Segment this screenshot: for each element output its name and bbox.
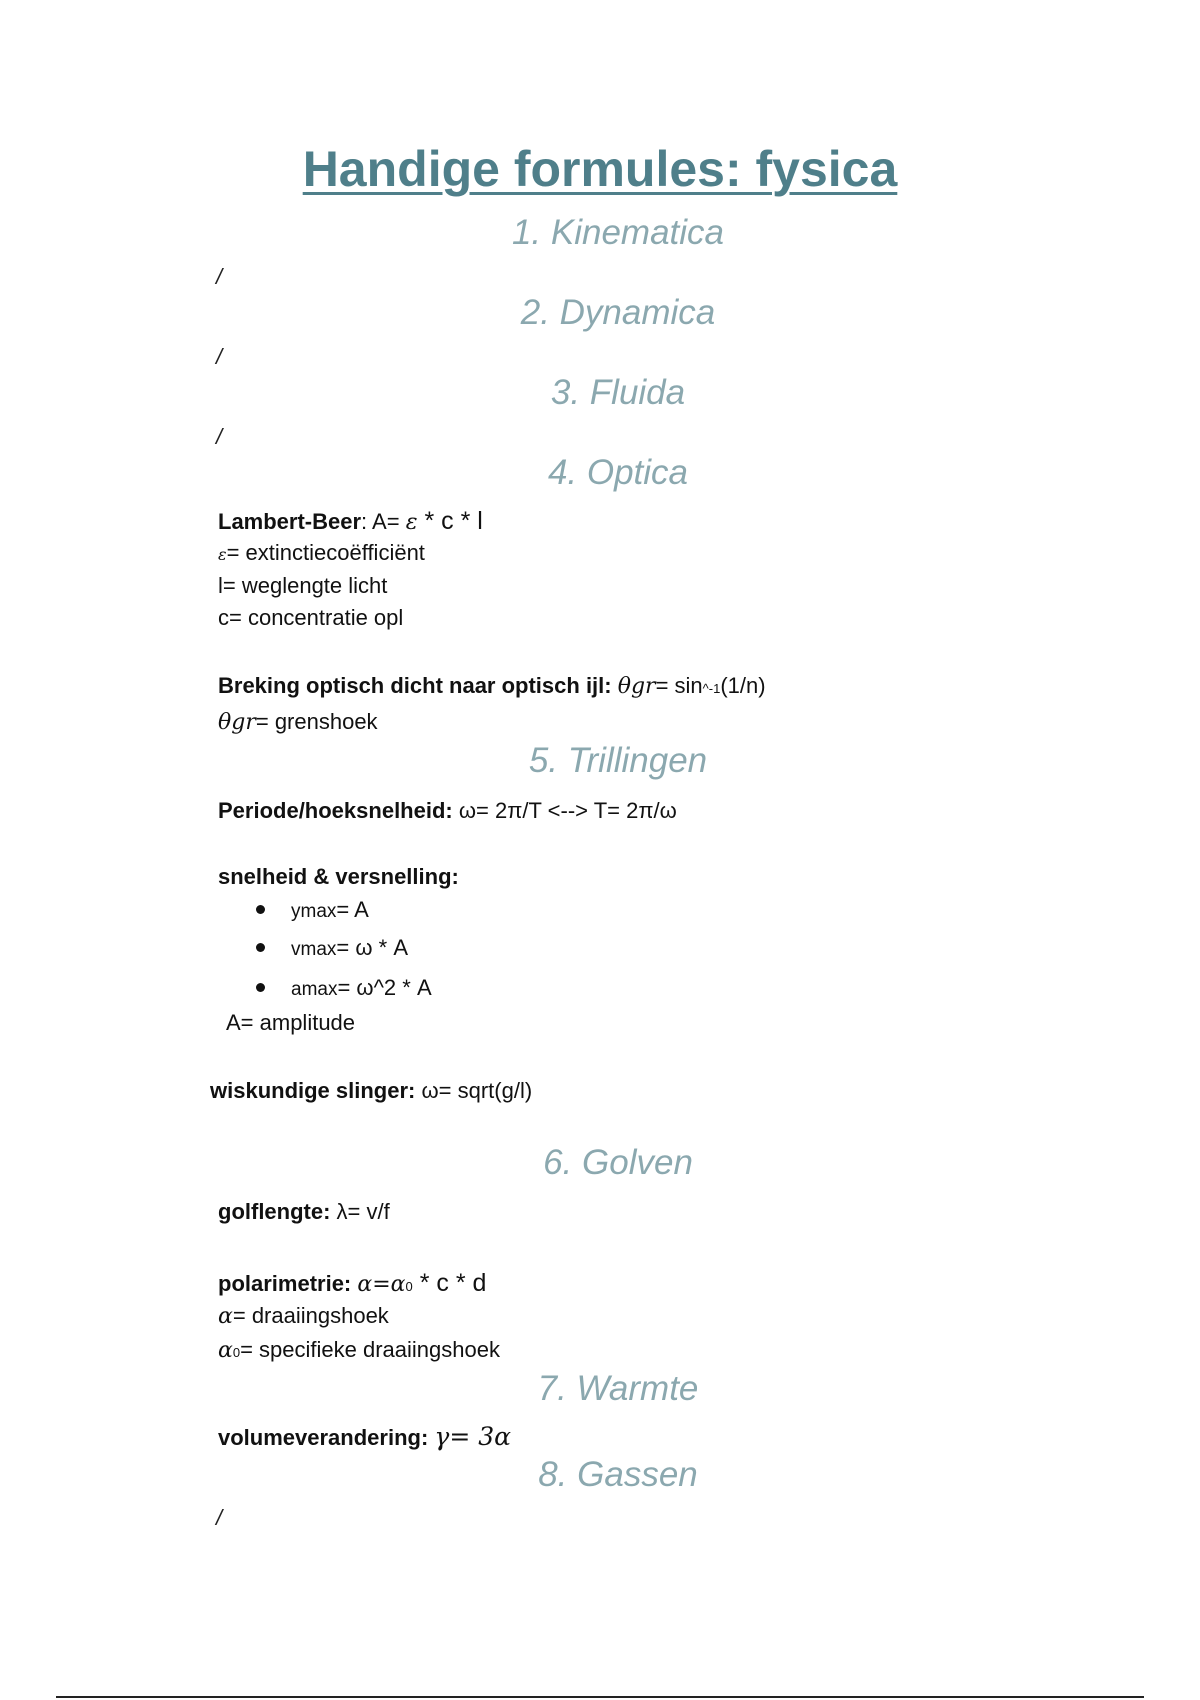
polari-rest: * c * d	[412, 1269, 487, 1297]
volumeverandering-formula	[218, 1422, 511, 1452]
lambert-formula-b: * c * l	[417, 507, 483, 535]
heading-dynamica: 2. Dynamica	[520, 293, 716, 332]
l-definition: l= weglengte licht	[218, 573, 388, 598]
slinger-label: wiskundige slinger:	[210, 1078, 422, 1103]
epsilon-symbol: ε	[218, 545, 227, 564]
lambert-epsilon: ε	[405, 510, 418, 535]
c-definition: c= concentratie opl	[218, 605, 404, 630]
breking-formula	[218, 673, 766, 700]
dynamica-content: /	[216, 344, 223, 369]
alpha0-definition	[218, 1337, 500, 1364]
slinger-formula	[210, 1078, 532, 1104]
epsilon-def-text: = extinctiecoëfficiënt	[226, 540, 425, 565]
volume-label: volumeverandering:	[218, 1425, 435, 1450]
periode-expression: ω= 2π/T <--> T= 2π/ω	[458, 798, 677, 823]
amplitude-definition: A= amplitude	[226, 1010, 356, 1035]
grens-def-text: = grenshoek	[255, 709, 378, 734]
breking-theta: θgr	[617, 674, 656, 699]
golflengte-expression: λ= v/f	[336, 1199, 390, 1224]
alpha0-symbol: α	[218, 1338, 233, 1363]
alpha-symbol: α	[218, 1304, 233, 1329]
amax-rest: = ω^2 * A	[337, 975, 432, 1000]
ymax-rest: = A	[336, 897, 369, 922]
amax-sub: amax	[291, 979, 338, 1000]
ymax-sub: ymax	[291, 901, 337, 922]
periode-label: Periode/hoeksnelheid:	[218, 798, 459, 823]
snelheid-label: snelheid & versnelling:	[218, 864, 459, 889]
alpha-def-text: = draaiingshoek	[232, 1303, 389, 1328]
heading-kinematica: 1. Kinematica	[511, 213, 725, 252]
slinger-expression: ω= sqrt(g/l)	[421, 1078, 533, 1103]
lambert-beer-label: Lambert-Beer	[218, 509, 362, 534]
polari-alpha: α=α	[357, 1272, 406, 1297]
heading-trillingen: 5. Trillingen	[528, 741, 708, 780]
heading-warmte: 7. Warmte	[537, 1369, 699, 1408]
heading-fluida: 3. Fluida	[550, 373, 686, 412]
lambert-beer-formula	[218, 506, 483, 536]
vmax-rest: = ω * A	[336, 935, 409, 960]
alpha0-def-text: = specifieke draaiingshoek	[240, 1337, 500, 1362]
breking-formula-a: = sin	[655, 673, 703, 698]
vmax-sub: vmax	[291, 939, 337, 960]
bullet-vmax	[256, 935, 408, 962]
bullet-dot	[256, 983, 265, 992]
gassen-content: /	[216, 1505, 223, 1530]
bullet-ymax	[256, 897, 369, 924]
volume-expression: γ= 3α	[434, 1422, 512, 1451]
heading-golven: 6. Golven	[543, 1143, 693, 1182]
footer-rule	[56, 1696, 1144, 1698]
periode-formula	[218, 798, 677, 824]
polarimetrie-label: polarimetrie:	[218, 1271, 358, 1296]
alpha-definition	[218, 1303, 389, 1330]
grens-theta: θgr	[218, 710, 256, 735]
lambert-formula-a: : A=	[361, 509, 406, 534]
bullet-dot	[256, 905, 265, 914]
breking-superscript: ^-1	[702, 681, 721, 696]
breking-formula-b: (1/n)	[720, 673, 766, 698]
kinematica-content: /	[216, 264, 223, 289]
heading-optica: 4. Optica	[547, 453, 689, 492]
golflengte-label: golflengte:	[218, 1199, 337, 1224]
bullet-amax	[256, 975, 432, 1002]
bullet-dot	[256, 943, 265, 952]
polarimetrie-formula	[218, 1268, 486, 1298]
heading-gassen: 8. Gassen	[538, 1455, 698, 1494]
breking-label: Breking optisch dicht naar optisch ijl:	[218, 673, 618, 698]
grenshoek-definition	[218, 709, 378, 736]
polari-sub: 0	[405, 1279, 413, 1294]
alpha0-sub: 0	[232, 1345, 241, 1360]
fluida-content: /	[216, 424, 223, 449]
golflengte-formula	[218, 1199, 390, 1225]
epsilon-definition	[218, 540, 425, 566]
page-title: Handige formules: fysica	[302, 141, 898, 197]
